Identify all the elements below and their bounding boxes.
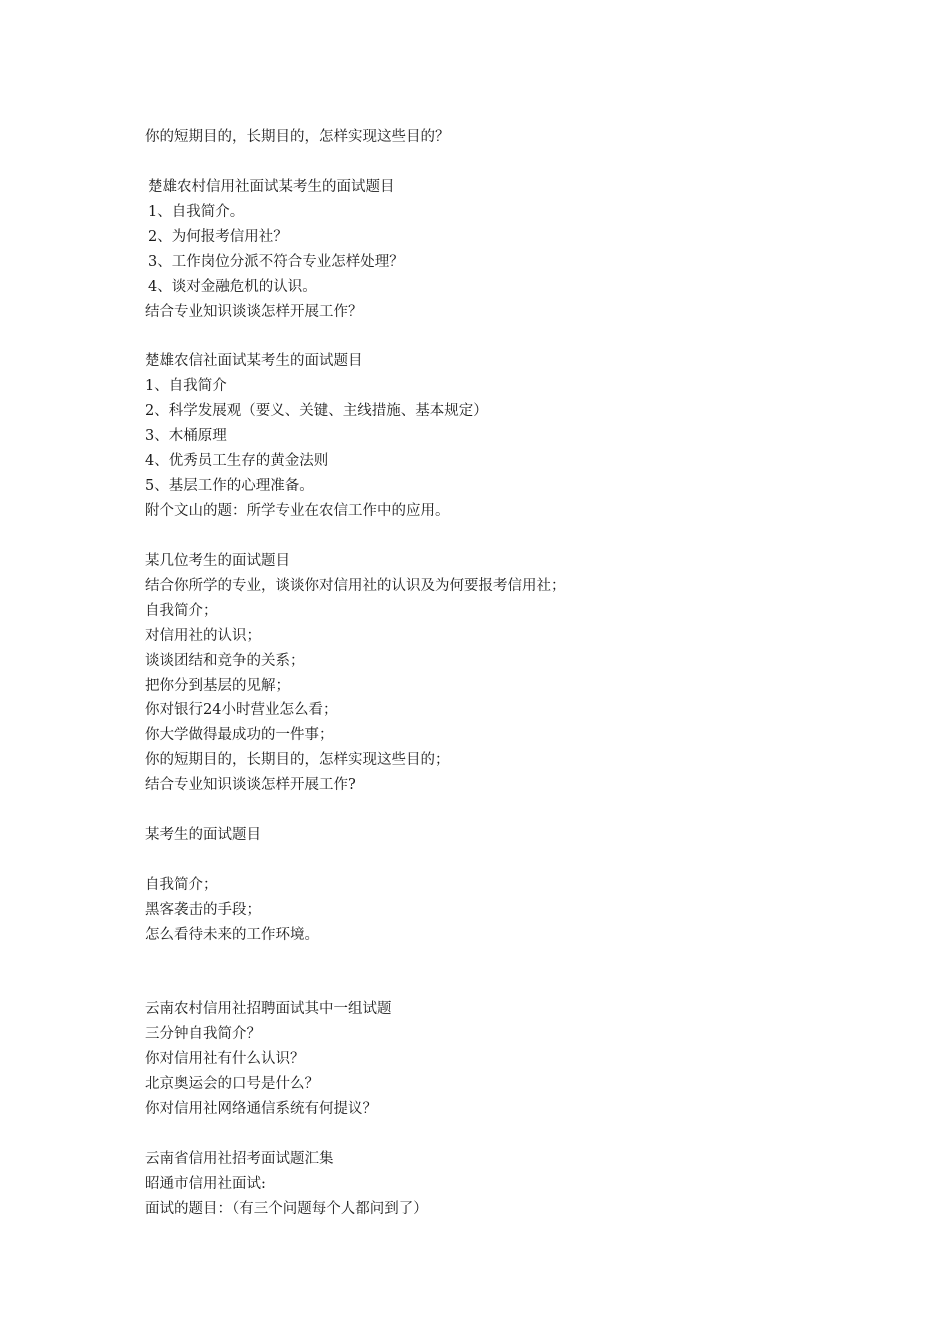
text-line: 1、自我简介: [145, 378, 227, 394]
text-line: 把你分到基层的见解；: [145, 678, 290, 694]
text-line: 2、为何报考信用社？: [148, 229, 288, 245]
text-line: 结合你所学的专业，谈谈你对信用社的认识及为何要报考信用社；: [145, 578, 566, 594]
text-line: 谈谈团结和竞争的关系；: [145, 653, 305, 669]
text-line: 1、自我简介。: [148, 204, 245, 220]
text-line: 你大学做得最成功的一件事；: [145, 727, 334, 743]
text-line: 4、优秀员工生存的黄金法则: [145, 453, 329, 469]
text-line: 2、科学发展观（要义、关键、主线措施、基本规定）: [145, 403, 488, 419]
section-heading: 某考生的面试题目: [145, 827, 261, 843]
section-heading: 云南农村信用社招聘面试其中一组试题: [145, 1001, 392, 1017]
text-line: 结合专业知识谈谈怎样开展工作?: [145, 777, 356, 793]
text-line: 对信用社的认识；: [145, 628, 261, 644]
section-heading: 楚雄农信社面试某考生的面试题目: [145, 353, 363, 369]
text-line: 三分钟自我简介？: [145, 1026, 261, 1042]
text-line: 你对信用社有什么认识？: [145, 1051, 305, 1067]
section-heading: 楚雄农村信用社面试某考生的面试题目: [148, 179, 395, 195]
text-line: 3、木桶原理: [145, 428, 227, 444]
section-heading: 云南省信用社招考面试题汇集: [145, 1151, 334, 1167]
text-line: 昭通市信用社面试:: [145, 1176, 266, 1192]
text-line: 自我简介；: [145, 877, 218, 893]
text-line: 面试的题目：（有三个问题每个人都问到了）: [145, 1201, 428, 1217]
text-line: 3、工作岗位分派不符合专业怎样处理？: [148, 254, 404, 270]
text-line: 怎么看待未来的工作环境。: [145, 927, 319, 943]
text-line: 你的短期目的，长期目的，怎样实现这些目的；: [145, 752, 450, 768]
text-line: 结合专业知识谈谈怎样开展工作？: [145, 304, 363, 320]
section-heading: 某几位考生的面试题目: [145, 553, 290, 569]
text-line: 附个文山的题：所学专业在农信工作中的应用。: [145, 503, 450, 519]
text-line: 你的短期目的，长期目的，怎样实现这些目的？: [145, 129, 450, 145]
text-line: 自我简介；: [145, 603, 218, 619]
text-line: 你对银行24小时营业怎么看；: [145, 702, 338, 718]
text-line: 4、谈对金融危机的认识。: [148, 279, 317, 295]
text-line: 北京奥运会的口号是什么？: [145, 1076, 319, 1092]
text-line: 你对信用社网络通信系统有何提议？: [145, 1101, 377, 1117]
text-line: 5、基层工作的心理准备。: [145, 478, 314, 494]
text-line: 黑客袭击的手段；: [145, 902, 261, 918]
